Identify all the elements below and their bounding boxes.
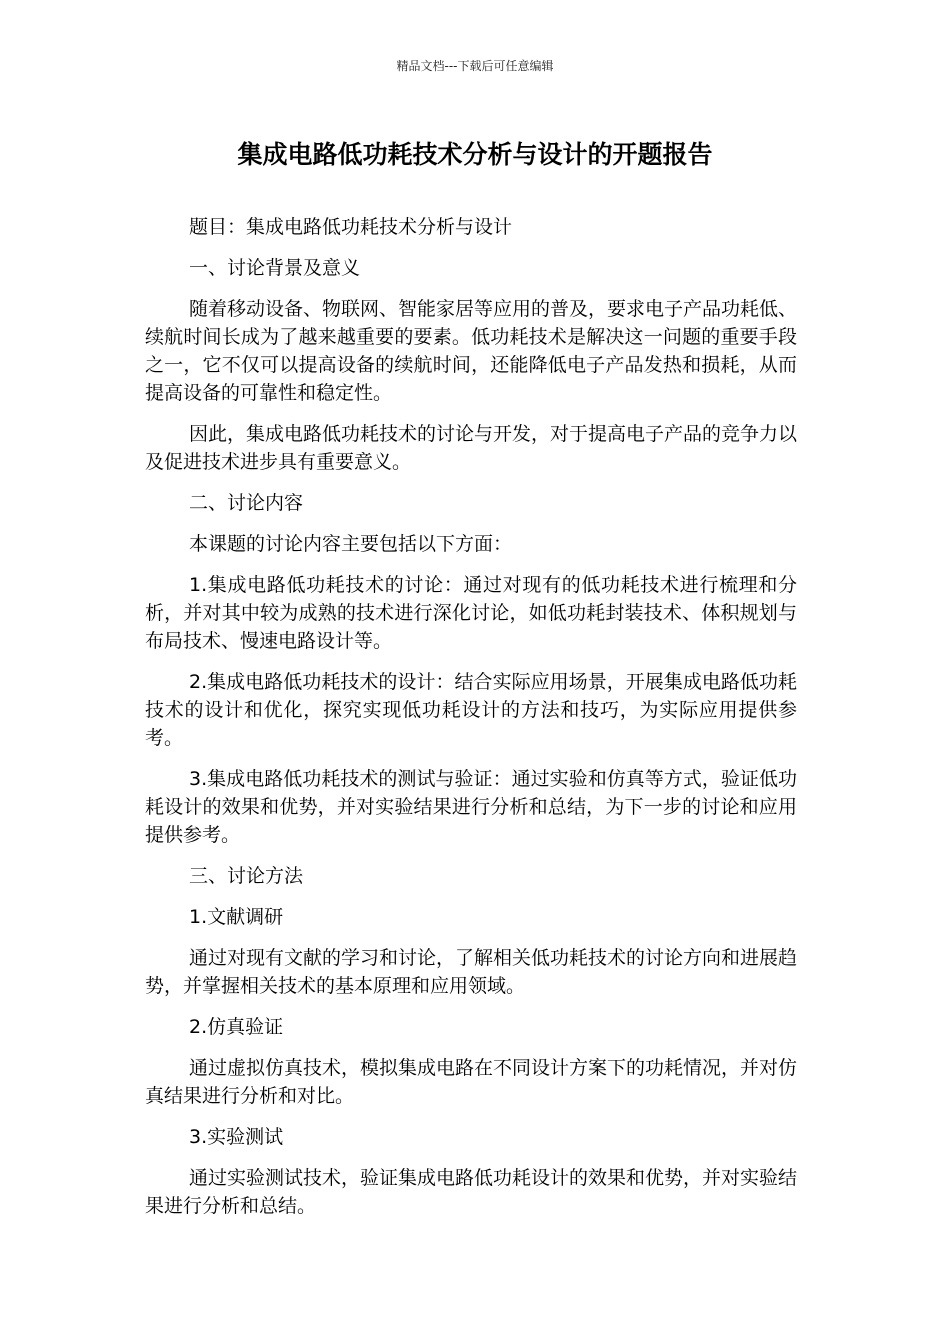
- paragraph-content-item-3: 3.集成电路低功耗技术的测试与验证：通过实验和仿真等方式，验证低功耗设计的效果和优势，并对实验结果进行分析和总结，为下一步的讨论和应用提供参考。: [145, 768, 797, 846]
- paragraph-topic: 题目：集成电路低功耗技术分析与设计: [189, 216, 513, 238]
- paragraph-content-intro: 本课题的讨论内容主要包括以下方面：: [189, 533, 513, 555]
- document-title: 集成电路低功耗技术分析与设计的开题报告: [237, 140, 713, 169]
- section-heading-methods: 三、讨论方法: [189, 865, 304, 887]
- paragraph-method-experiment: 通过实验测试技术，验证集成电路低功耗设计的效果和优势，并对实验结果进行分析和总结。: [145, 1167, 798, 1217]
- section-heading-background: 一、讨论背景及意义: [189, 257, 361, 279]
- page-header: 精品文档---下载后可任意编辑: [396, 59, 554, 73]
- paragraph-content-item-2: 2.集成电路低功耗技术的设计：结合实际应用场景，开展集成电路低功耗技术的设计和优化，探究实现低功耗设计的方法和技巧，为实际应用提供参考。: [145, 671, 797, 749]
- paragraph-method-simulation: 通过虚拟仿真技术，模拟集成电路在不同设计方案下的功耗情况，并对仿真结果进行分析和对比。: [145, 1057, 798, 1107]
- document-body: [145, 213, 797, 1233]
- method-heading-simulation: 2.仿真验证: [189, 1016, 284, 1038]
- method-heading-experiment: 3.实验测试: [189, 1126, 284, 1148]
- paragraph-background-1: 随着移动设备、物联网、智能家居等应用的普及，要求电子产品功耗低、续航时间长成为了越来越重要的要素。低功耗技术是解决这一问题的重要手段之一，它不仅可以提高设备的续航时间，还能降低电子产品发热和损耗，从而提高设备的可靠性和稳定性。: [145, 298, 798, 404]
- paragraph-background-2: 因此，集成电路低功耗技术的讨论与开发，对于提高电子产品的竞争力以及促进技术进步具有重要意义。: [145, 423, 798, 473]
- method-heading-literature: 1.文献调研: [189, 906, 284, 928]
- section-heading-content: 二、讨论内容: [189, 492, 304, 514]
- paragraph-content-item-1: 1.集成电路低功耗技术的讨论：通过对现有的低功耗技术进行梳理和分析，并对其中较为成熟的技术进行深化讨论，如低功耗封装技术、体积规划与布局技术、慢速电路设计等。: [145, 574, 797, 652]
- paragraph-method-literature: 通过对现有文献的学习和讨论，了解相关低功耗技术的讨论方向和进展趋势，并掌握相关技术的基本原理和应用领域。: [145, 947, 798, 997]
